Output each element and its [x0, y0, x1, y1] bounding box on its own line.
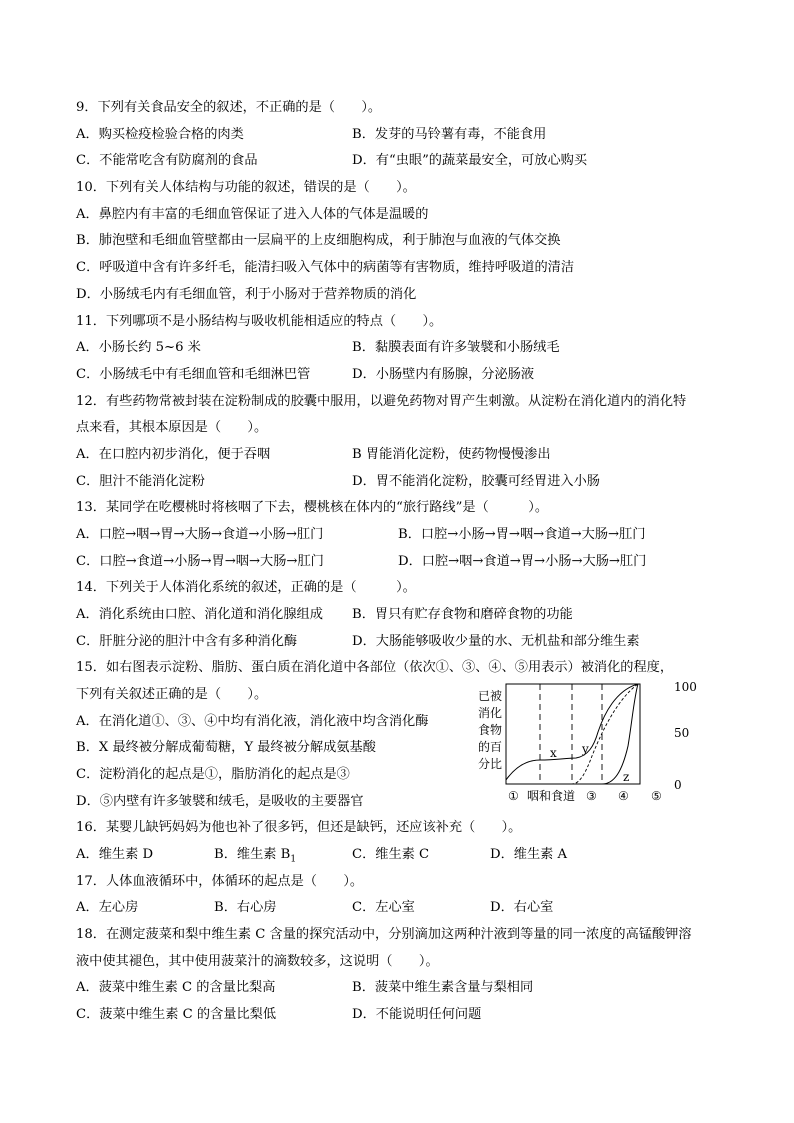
question-9-stem: 9．下列有关食品安全的叙述，不正确的是（ ）。	[76, 100, 382, 115]
q18-option-c: C．菠菜中维生素 C 的含量比梨低	[76, 1007, 277, 1022]
q10-option-b: B．肺泡壁和毛细血管壁都由一层扁平的上皮细胞构成，利于肺泡与血液的气体交换	[76, 233, 561, 248]
q17-option-d: D．右心室	[490, 900, 554, 915]
q11-option-a: A．小肠长约 5~6 米	[76, 340, 201, 355]
q12-option-d: D．胃不能消化淀粉，胶囊可经胃进入小肠	[352, 474, 600, 489]
x-label-4: ④	[618, 789, 629, 803]
question-13-stem: 13．某同学在吃樱桃时将核咽了下去，樱桃核在体内的“旅行路线”是（ ）。	[76, 500, 549, 515]
q13-option-b: B．口腔→小肠→胃→咽→食道→大肠→肛门	[398, 527, 646, 542]
q16-option-b: B．维生素 $B_1$	[214, 847, 297, 865]
q14-option-c: C．肝脏分泌的胆汁中含有多种消化酶	[76, 634, 298, 649]
q11-option-d: D．小肠壁内有肠腺，分泌肠液	[352, 367, 535, 382]
question-14-stem: 14．下列关于人体消化系统的叙述，正确的是（ ）。	[76, 580, 416, 595]
q9-option-d: D．有“虫眼”的蔬菜最安全，可放心购买	[352, 153, 588, 168]
tick-50: 50	[674, 726, 690, 740]
q15-option-c: C．淀粉消化的起点是①，脂肪消化的起点是③	[76, 767, 350, 782]
question-18-stem-line-1: 18．在测定菠菜和梨中维生素 C 含量的探究活动中，分别滴加这两种汁液到等量的同一浓度的高锰酸钾溶	[76, 927, 692, 942]
digestion-curves	[476, 676, 720, 806]
question-15-stem-line-1: 15．如右图表示淀粉、脂肪、蛋白质在消化道中各部位（依次①、③、④、⑤用表示）被消化的程度，	[76, 660, 674, 675]
digestion-figure	[476, 676, 720, 806]
q15-option-a: A．在消化道①、③、④中均有消化液，消化液中均含消化酶	[76, 714, 429, 729]
question-11-stem: 11．下列哪项不是小肠结构与吸收机能相适应的特点（ ）。	[76, 314, 443, 329]
q10-option-a: A．鼻腔内有丰富的毛细血管保证了进入人体的气体是温暖的	[76, 207, 429, 222]
question-15-stem-line-2: 下列有关叙述正确的是（ ）。	[76, 687, 268, 702]
q13-option-d: D．口腔→咽→食道→胃→小肠→大肠→肛门	[398, 554, 647, 569]
q9-option-b: B．发芽的马铃薯有毒，不能食用	[352, 127, 547, 142]
q16-option-c: C．维生素 C	[352, 847, 430, 862]
x-label-3: ③	[586, 789, 597, 803]
question-12-stem-line-2: 点来看，其根本原因是（ ）。	[76, 420, 268, 435]
q13-option-a: A．口腔→咽→胃→大肠→食道→小肠→肛门	[76, 527, 324, 542]
q15-option-d: D．⑤内壁有许多皱襞和绒毛，是吸收的主要器官	[76, 794, 364, 809]
question-18-stem-line-2: 液中使其褪色，其中使用菠菜汁的滴数较多，这说明（ ）。	[76, 954, 439, 969]
question-10-stem: 10．下列有关人体结构与功能的叙述，错误的是（ ）。	[76, 180, 416, 195]
q18-option-a: A．菠菜中维生素 C 的含量比梨高	[76, 980, 276, 995]
question-17-stem: 17．人体血液循环中，体循环的起点是（ ）。	[76, 874, 364, 889]
y-axis-label: 已被 消化 食物 的百 分比	[478, 689, 503, 771]
curve-label-y: y	[582, 742, 589, 756]
q10-option-d: D．小肠绒毛内有毛细血管，利于小肠对于营养物质的消化	[76, 287, 417, 302]
x-label-5: ⑤	[651, 789, 662, 803]
x-label-1: ①	[508, 789, 519, 803]
q17-option-b: B．右心房	[214, 900, 277, 915]
q14-option-b: B．胃只有贮存食物和磨碎食物的功能	[352, 607, 573, 622]
question-16-stem: 16．某婴儿缺钙妈妈为他也补了很多钙，但还是缺钙，还应该补充（ ）。	[76, 820, 522, 835]
q16-option-a: A．维生素 D	[76, 847, 154, 862]
tick-100: 100	[674, 680, 697, 694]
q15-option-b: B．X 最终被分解成葡萄糖，Y 最终被分解成氨基酸	[76, 740, 376, 755]
q14-option-a: A．消化系统由口腔、消化道和消化腺组成	[76, 607, 323, 622]
curve-label-z: z	[623, 770, 630, 784]
q12-option-a: A．在口腔内初步消化，便于吞咽	[76, 447, 271, 462]
tick-0: 0	[674, 778, 682, 792]
q12-option-b: B 胃能消化淀粉，使药物慢慢渗出	[352, 447, 551, 462]
q14-option-d: D．大肠能够吸收少量的水、无机盐和部分维生素	[352, 634, 640, 649]
q9-option-a: A．购买检疫检验合格的肉类	[76, 127, 244, 142]
question-12-stem-line-1: 12．有些药物常被封装在淀粉制成的胶囊中服用，以避免药物对胃产生刺激。从淀粉在消化道内的消化特	[76, 394, 687, 409]
q9-option-c: C．不能常吃含有防腐剂的食品	[76, 153, 258, 168]
q18-option-d: D．不能说明任何问题	[352, 1007, 482, 1022]
curve-label-x: x	[550, 746, 557, 760]
x-label-esophagus: 咽和食道	[527, 789, 576, 803]
q11-option-c: C．小肠绒毛中有毛细血管和毛细淋巴管	[76, 367, 311, 382]
q13-option-c: C．口腔→食道→小肠→胃→咽→大肠→肛门	[76, 554, 324, 569]
q11-option-b: B．黏膜表面有许多皱襞和小肠绒毛	[352, 340, 560, 355]
q16-option-d: D．维生素 A	[490, 847, 568, 862]
q17-option-c: C．左心室	[352, 900, 415, 915]
q12-option-c: C．胆汁不能消化淀粉	[76, 474, 205, 489]
q17-option-a: A．左心房	[76, 900, 139, 915]
q10-option-c: C．呼吸道中含有许多纤毛，能清扫吸入气体中的病菌等有害物质，维持呼吸道的清洁	[76, 260, 575, 275]
q18-option-b: B．菠菜中维生素含量与梨相同	[352, 980, 534, 995]
